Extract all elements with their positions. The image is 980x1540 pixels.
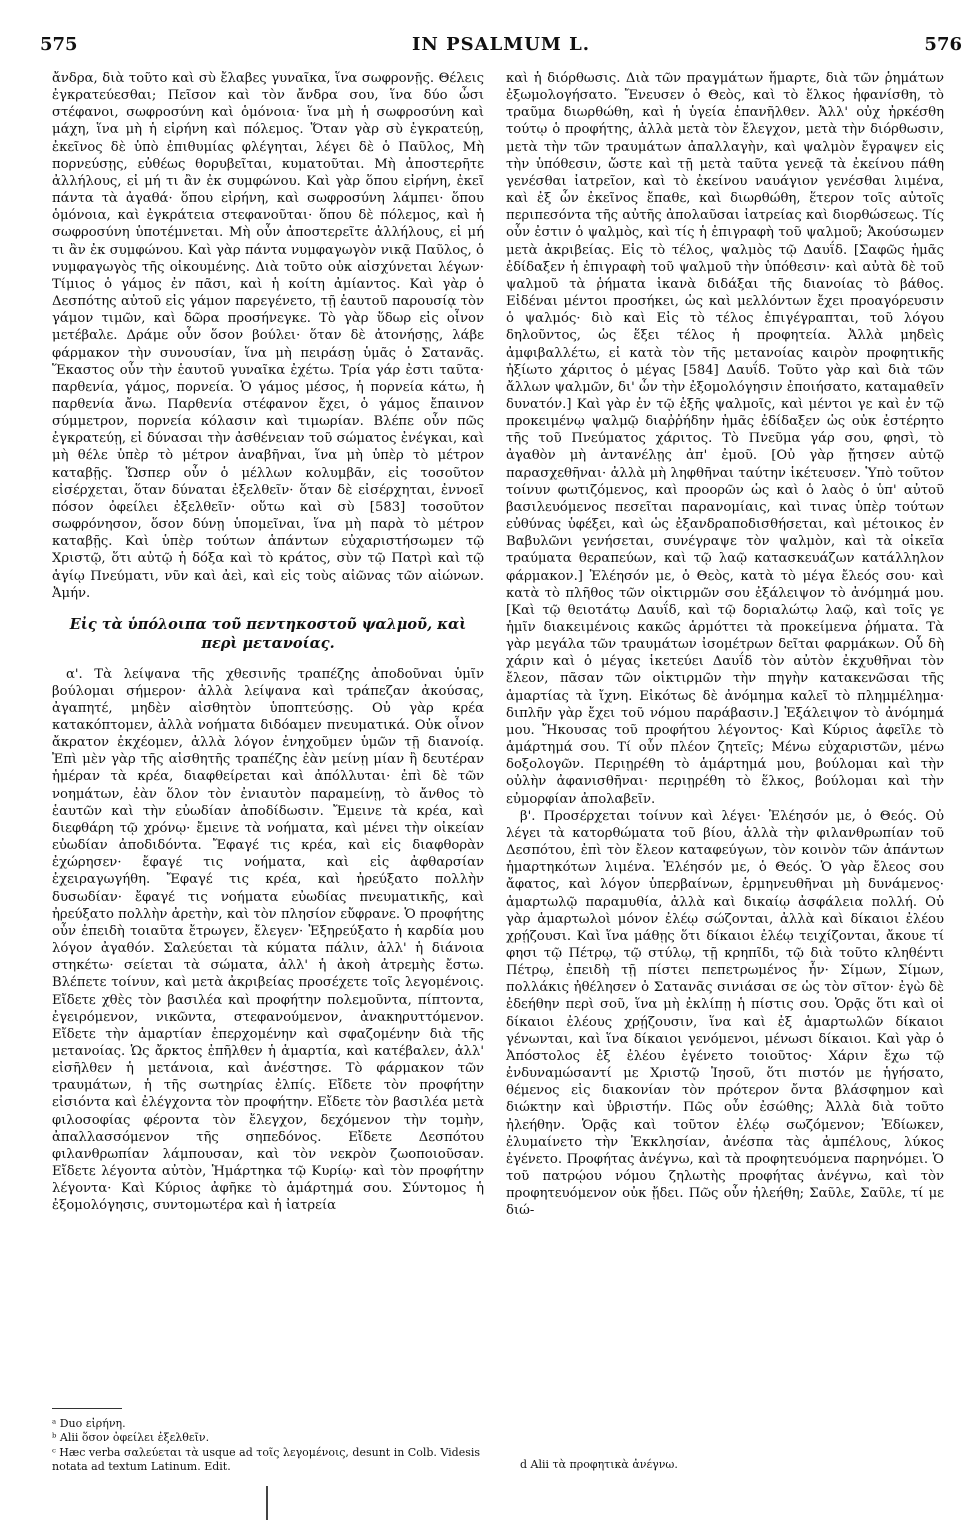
footnote-c: ᶜ Hæc verba σαλεύεται τὰ usque ad τοῖς λεγομένοις, desunt in Colb. Videsis notata ad textum Latinum. Edit. bbox=[52, 1445, 481, 1473]
footnote-d: d Alii τὰ προφητικὰ ἀνέγνω. bbox=[520, 1458, 678, 1471]
left-paragraph-2: α'. Τὰ λείψανα τῆς χθεσινῆς τραπέζης ἀποδοῦναι ὑμῖν βούλομαι σήμερον· ἀλλὰ λείψανα καὶ τράπεζαν ἀκούσας, ἀγαπητέ, μηδὲν αἰσθητὸν ὑποπτεύσῃς. Οὐ γὰρ κρέα κατακόπτομεν, ἀλλὰ νοήματα διδόαμεν πνευματικά. Οὐκ οἶνον ἄκρατον ἐκχέομεν, ἀλλὰ λόγον ἐνηχοῦμεν ὑμῶν τῇ διανοίᾳ. Ἐπὶ μὲν γὰρ τῆς αἰσθητῆς τραπέζης ἐὰν μείνῃ μίαν ἢ δευτέραν ἡμέραν τὰ κρέα, διαφθείρεται καὶ ἀπόλλυται· ἐπὶ δὲ τῶν νοημάτων, ἐὰν ὅλον τὸν ἐνιαυτὸν παραμείνῃ, τὸ ἄνθος τὸ ἑαυτῶν καὶ τὴν εὐωδίαν ἀποδίδωσιν. Ἔμεινε τὰ κρέα, καὶ διεφθάρη τῷ χρόνῳ· ἔμεινε τὰ νοήματα, καὶ μένει τὴν οἰκείαν εὐωδίαν ἀποδιδόντα. Ἔφαγέ τις κρέα, καὶ εἰς διαφθορὰν ἐχώρησεν· ἔφαγέ τις νοήματα, καὶ εἰς ἀφθαρσίαν ἐχειραγωγήθη. Ἔφαγέ τις κρέα, καὶ ἠρεύξατο πολλὴν δυσωδίαν· ἔφαγέ τις νοήματα εὐωδίας πνευματικῆς, καὶ ἠρεύξατο πολλὴν ἀρετὴν, καὶ τὸν πλησίον εὔφρανε. Ὁ προφήτης οὖν ἐπειδὴ τοιαῦτα ἔτρωγεν, ἔλεγεν· Ἐξηρεύξατο ἡ καρδία μου λόγον ἀγαθόν. Σαλεύεται τὰ κύματα πάλιν, ἀλλ' ἡ διάνοια στηκέτω· σείεται τὰ σώματα, ἀλλ' ἡ ἀκοὴ ἀτρεμὴς ἔστω. Βλέπετε τοίνυν, καὶ μετὰ ἀκριβείας προσέχετε τοῖς λεγομένοις. Εἴδετε χθὲς τὸν βασιλέα καὶ προφήτην πολεμοῦντα, πίπτοντα, ἐγειρόμενον, νικῶντα, στεφανούμενον, ἀνακηρυττόμενον. Εἴδετε τὴν ἁμαρτίαν ἐπερχομένην καὶ σφαζομένην διὰ τῆς μετανοίας. Ὡς ἄρκτος ἐπῆλθεν ἡ ἁμαρτία, καὶ κατέβαλεν, ἀλλ' εἰσῆλθεν ἡ μετάνοια, καὶ ἀνέστησε. Τὸ φάρμακον τῶν τραυμάτων, ἡ τῆς σωτηρίας ἐλπίς. Εἴδετε τὸν προφήτην εἰσιόντα καὶ ἐλέγχοντα τὸν προφήτην. Εἴδετε τὸν βασιλέα μετὰ φιλοσοφίας φέροντα τὸν ἔλεγχον, δεχόμενον τὴν τομὴν, ἀπαλλασσόμενον τῆς σηπεδόνος. Εἴδετε Δεσπότου φιλανθρωπίαν λάμπουσαν, καὶ τὸν νεκρὸν ζωοποιοῦσαν. Εἴδετε λέγοντα αὐτὸν, Ἡμάρτηκα τῷ Κυρίῳ· καὶ τὸν προφήτην λέγοντα· Καὶ Κύριος ἀφῆκε τὸ ἁμάρτημά σου. Σύντομος ἡ ἐξομολόγησις, συντομωτέρα καὶ ἡ ἰατρεία bbox=[52, 666, 484, 1214]
section-title: Εἰς τὰ ὑπόλοιπα τοῦ πεντηκοστοῦ ψαλμοῦ, καὶ περὶ μετανοίας. bbox=[69, 615, 467, 652]
scan-mark bbox=[266, 1486, 268, 1520]
left-column bbox=[52, 70, 484, 1215]
left-paragraph-1: ἄνδρα, διὰ τοῦτο καὶ σὺ ἔλαβες γυναῖκα, ἵνα σωφρονῇς. Θέλεις ἐγκρατεύεσθαι; Πεῖσον καὶ τὸν ἄνδρα σου, ἵνα δύο ὦσι στέφανοι, σωφροσύνη καὶ ὁμόνοια· ἵνα μὴ ἡ σωφροσύνη καὶ μάχη, ἵνα μὴ ἡ εἰρήνη καὶ πόλεμος. Ὅταν γὰρ σὺ ἐγκρατεύῃ, ἐκεῖνος δὲ ὑπὸ ἐπιθυμίας φλέγηται, λέγει δὲ ὁ Παῦλος, Μὴ πορνεύσῃς, εὐθέως θορυβεῖται, κυματοῦται. Μὴ ἀποστερῆτε ἀλλήλους, εἰ μή τι ἂν ἐκ συμφώνου. Καὶ γὰρ ὅπου εἰρήνη, ἐκεῖ πάντα τὰ ἀγαθά· ὅπου εἰρήνη, καὶ σωφροσύνη λάμπει· ὅπου ὁμόνοια, καὶ ἐγκράτεια στεφανοῦται· ὅπου δὲ πόλεμος, καὶ ἡ σωφροσύνη ὑποτέμνεται. Μὴ οὖν ἀποστερεῖτε ἀλλήλους, εἰ μή τι ἂν ἐκ συμφώνου. Καὶ γὰρ πάντα νυμφαγωγὸν νικᾷ Παῦλος, ὁ νυμφαγωγὸς τῆς οἰκουμένης. Διὰ τοῦτο οὐκ αἰσχύνεται λέγων· Τίμιος ὁ γάμος ἐν πᾶσι, καὶ ἡ κοίτη ἀμίαντος. Καὶ γὰρ ὁ Δεσπότης αὐτοῦ εἰς γάμον παρεγένετο, τῇ ἑαυτοῦ παρουσίᾳ τὸν γάμον τιμῶν, καὶ δῶρα προσήνεγκε. Τὸ γὰρ ὕδωρ εἰς οἶνον μετέβαλε. Δράμε οὖν ὅσον βούλει· ὅταν δὲ ἀτονήσῃς, λάβε φάρμακον τὴν συνουσίαν, ἵνα μὴ πειράσῃ ὑμᾶς ὁ Σατανᾶς. Ἕκαστος οὖν τὴν ἑαυτοῦ γυναῖκα ἐχέτω. Τρία γάρ ἐστι ταῦτα· παρθενία, γάμος, πορνεία. Ὁ γάμος μέσος, ἡ πορνεία κάτω, ἡ παρθενία ἄνω. Παρθενία στέφανον ἔχει, ὁ γάμος ἔπαινον σύμμετρον, πορνεία κόλασιν καὶ τιμωρίαν. Βλέπε οὖν πῶς ἐγκρατεύῃ, εἰ δύνασαι τὴν ἀσθένειαν τοῦ σώματος ἐνέγκαι, καὶ μὴ θέλε ὑπὲρ τὸ μέτρον ἀναβῆναι, ἵνα μὴ ὑπὲρ τὸ μέτρον καταβῇς. Ὥσπερ οὖν ὁ μέλλων κολυμβᾶν, εἰς τοσοῦτον εἰσέρχεται, ὅταν δύναται ἐξελθεῖν· ὅταν δὲ εἰσέρχηται, ἐννοεῖ πόσον ὀφείλει ἐξελθεῖν· οὕτω καὶ σὺ [583] τοσοῦτον σωφρόνησον, ὅσον δύνῃ ὑπομεῖναι, ἵνα μὴ παρὰ τὸ μέτρον καταβῇς. Καὶ ὑπὲρ τούτων ἁπάντων εὐχαριστήσωμεν τῷ Χριστῷ, ὅτι αὐτῷ ἡ δόξα καὶ τὸ κράτος, σὺν τῷ Πατρὶ καὶ τῷ ἁγίῳ Πνεύματι, νῦν καὶ ἀεὶ, καὶ εἰς τοὺς αἰῶνας τῶν αἰώνων. Ἀμήν. bbox=[52, 71, 484, 601]
footnote-a: ᵃ Duo εἰρήνη. bbox=[52, 1417, 126, 1430]
running-title: IN PSALMUM L. bbox=[411, 34, 591, 55]
right-paragraph-2: β'. Προσέρχεται τοίνυν καὶ λέγει· Ἐλέησόν με, ὁ Θεός. Οὐ λέγει τὰ κατορθώματα τοῦ βίου, ἀλλὰ τὴν φιλανθρωπίαν τοῦ Δεσπότου, ἐπὶ τὸν ἔλεον καταφεύγων, τὸν κοινὸν τῶν ἁπάντων ἡμαρτηκότων λιμένα. Ἐλέησόν με, ὁ Θεός. Ὁ γὰρ ἔλεος σου ἄφατος, καὶ λόγον ὑπερβαίνων, ἑρμηνευθῆναι μὴ δυνάμενος· ἁμαρτωλῷ παραμυθία, ἀλλὰ καὶ δικαίῳ ἀσφάλεια πολλή. Οὐ γὰρ ἁμαρτωλοὶ μόνον ἐλέῳ σώζονται, ἀλλὰ καὶ δίκαιοι ἐλέου χρῄζουσι. Καὶ ἵνα μάθῃς ὅτι δίκαιοι ἐλέῳ τειχίζονται, ἄκουε τί φησι τῷ Πέτρῳ, τῷ στύλῳ, τῇ κρηπῖδι, τῷ διὰ τοῦτο κληθέντι Πέτρῳ, ἐπειδὴ τῇ πίστει πεπετρωμένος ἦν· Σίμων, Σίμων, πολλάκις ἠθέλησεν ὁ Σατανᾶς σινιάσαι σε ὡς τὸν σῖτον· ἐγὼ δὲ ἐδεήθην περὶ σοῦ, ἵνα μὴ ἐκλίπῃ ἡ πίστις σου. Ὁρᾷς ὅτι καὶ οἱ δίκαιοι ἐλέους χρῄζουσιν, ἵνα καὶ ἐξ ἁμαρτωλῶν δίκαιοι γένωνται, καὶ ἵνα δίκαιοι γενόμενοι, μένωσι δίκαιοι. Καὶ γὰρ ὁ Ἀπόστολος ἐξ ἐλέου ἐγένετο τοιοῦτος· Χάριν ἔχω τῷ ἐνδυναμώσαντί με Χριστῷ Ἰησοῦ, ὅτι πιστόν με ἡγήσατο, θέμενος εἰς διακονίαν τὸν πρότερον ὄντα βλάσφημον καὶ διώκτην καὶ ὑβριστήν. Πῶς οὖν ἐσώθης; Ἀλλὰ διὰ τοῦτο ἠλεήθην. Ὁρᾷς καὶ τοῦτον ἐλέῳ σωζόμενον; Ἐδίωκεν, ἐλυμαίνετο τὴν Ἐκκλησίαν, ἀνέσπα τὰς ἀμπέλους, λύκος ἐγένετο. Προφήτας ἀνέγνω, καὶ τὰ προφητευόμενα παρηνόμει. Ὁ τοῦ πατρῴου νόμου ζηλωτὴς προφήτας ἀνέγνω, καὶ τὸν προφητευόμενον οὐκ ᾔδει. Πῶς οὖν ἠλεήθη; Σαῦλε, Σαῦλε, τί με διώ- bbox=[506, 808, 944, 1219]
footnotes-right bbox=[520, 1458, 944, 1471]
page-header bbox=[40, 34, 962, 60]
page-number-right: 576 bbox=[924, 34, 962, 55]
page-number-left: 575 bbox=[40, 34, 78, 55]
footnotes-left bbox=[52, 1417, 484, 1474]
right-paragraph-1: καὶ ἡ διόρθωσις. Διὰ τῶν πραγμάτων ἥμαρτε, διὰ τῶν ῥημάτων ἐξωμολογήσατο. Ἔνευσεν ὁ Θεὸς, καὶ τὸ ἕλκος ἠφανίσθη, τὸ τραῦμα διωρθώθη, καὶ ἡ ὑγεία ἐπανῆλθεν. Ἀλλ' οὐχ ἠρκέσθη τούτῳ ὁ προφήτης, ἀλλὰ μετὰ τὸν ἔλεγχον, μετὰ τὴν διόρθωσιν, μετὰ τὴν τῶν τραυμάτων ἀπαλλαγὴν, καὶ ψαλμὸν ἔγραψεν εἰς τὴν ὑπόθεσιν, ὥστε καὶ τῇ μετὰ ταῦτα γενεᾷ τὰ ἐκείνου πάθη γενέσθαι ἰατρεῖον, καὶ τὸ ἐκείνου ναυάγιον γενέσθαι λιμένα, καὶ ἐξ ὧν ἐκεῖνος ἔπαθε, καὶ διωρθώθη, ἕτερον τοῖς αὐτοῖς περιπεσόντα τῆς αὐτῆς ἀπολαῦσαι ἰατρείας καὶ διορθώσεως. Τίς οὖν ἐστιν ὁ ψαλμὸς, καὶ τίς ἡ ἐπιγραφὴ τοῦ ψαλμοῦ; Ἀκούσωμεν μετὰ ἀκριβείας. Εἰς τὸ τέλος, ψαλμὸς τῷ Δαυΐδ. [Σαφῶς ἡμᾶς ἐδίδαξεν ἡ ἐπιγραφὴ τοῦ ψαλμοῦ τὴν ὑπόθεσιν· καὶ αὐτὰ δὲ τοῦ ψαλμοῦ τὰ ῥήματα ἱκανὰ διδάξαι τῆς διανοίας τὸ βάθος. Εἰδέναι μέντοι προσήκει, ὡς καὶ μελλόντων ἔχει προαγόρευσιν ὁ ψαλμός· διὸ καὶ Εἰς τὸ τέλος ἐπιγέγραπται, τοῦ λόγου δηλοῦντος, ὡς ἕξει τέλος ἡ προφητεία. Ἀλλὰ μηδεὶς ἀμφιβαλλέτω, εἰ κατὰ τὸν τῆς μετανοίας καιρὸν προφητικῆς ἠξίωτο χάριτος ὁ μέγας [584] Δαυΐδ. Τοῦτο γὰρ καὶ διὰ τῶν ἄλλων ψαλμῶν, δι' ὧν τὴν ἐξομολόγησιν ἐποιήσατο, καταμαθεῖν δυνατόν.] Καὶ γὰρ ἐν τῷ ἑξῆς ψαλμοῖς, καὶ μέντοι γε καὶ ἐν τῷ προκειμένῳ ψαλμῷ διαῤῥήδην ἡμᾶς ἐδίδαξεν ὡς οὐκ ἐστέρητο τῆς τοῦ Πνεύματος χάριτος. Τὸ Πνεῦμα γάρ σου, φησὶ, τὸ ἀγαθὸν μὴ ἀντανέλῃς ἀπ' ἐμοῦ. [Οὐ γὰρ ᾔτησεν αὐτῷ παρασχεθῆναι· ἀλλὰ μὴ ληφθῆναι ταύτην ἱκέτευσεν. Ὑπὸ τοῦτον τοίνυν φωτιζόμενος, καὶ προορῶν ὡς καὶ ὁ λαὸς ὁ ὑπ' αὐτοῦ βασιλευόμενος πεσεῖται παρανομίαις, καὶ τινας ὑπὲρ τούτων εὐθύνας ὑφέξει, καὶ ὡς ἐξανδραποδισθήσεται, καὶ μέτοικος ἐν Βαβυλῶνι γενήσεται, συνέγραψε τὸν ψαλμὸν, καὶ τὰ οἰκεῖα τραύματα θεραπεύων, καὶ τῷ λαῷ κατασκευάζων κατάλληλον φάρμακον.] Ἐλέησόν με, ὁ Θεὸς, κατὰ τὸ μέγα ἔλεός σου· καὶ κατὰ τὸ πλῆθος τῶν οἰκτιρμῶν σου ἐξάλειψον τὸ ἀνόμημά μου. [Καὶ τῷ θειοτάτῳ Δαυΐδ, καὶ τῷ δοριαλώτῳ λαῷ, καὶ τοῖς γε ἡμῖν διακειμένοις κακῶς ἁρμόττει τὰ προκείμενα ῥήματα. Τὰ γὰρ μεγάλα τῶν τραυμάτων ἰσομέτρων δεῖται φαρμάκων. Οὗ δὴ χάριν καὶ ὁ μέγας ἱκετεύει Δαυΐδ τὸν αὐτὸν ἐκχυθῆναι τὸν ἔλεον, πᾶσαν τῶν οἰκτιρμῶν τὴν πηγὴν κατακενῶσαι τῆς ἁμαρτίας τὰ ἴχνη. Εἰκότως δὲ ἀνόμημα καλεῖ τὸ πλημμέλημα· διπλῆν γὰρ ἔχει τοῦ νόμου παράβασιν.] Ἐξάλειψον τὸ ἀνόμημά μου. Ἤκουσας τοῦ προφήτου λέγοντος· Καὶ Κύριος ἀφεῖλε τὸ ἁμάρτημά σου. Τί οὖν πλέον ζητεῖς; Μένω εὐχαριστῶν, μένω δοξολογῶν. Περιῃρέθη τὸ ἁμάρτημά μου, βούλομαι καὶ τὴν οὐλὴν ἀφανισθῆναι· περιῃρέθη τὸ ἕλκος, βούλομαι καὶ τὴν εὐμορφίαν ἀπολαβεῖν. bbox=[506, 71, 944, 807]
right-column bbox=[506, 70, 944, 1219]
footnote-b: ᵇ Alii ὅσον ὀφείλει ἐξελθεῖν. bbox=[52, 1431, 210, 1445]
footnote-rule bbox=[52, 1408, 122, 1409]
